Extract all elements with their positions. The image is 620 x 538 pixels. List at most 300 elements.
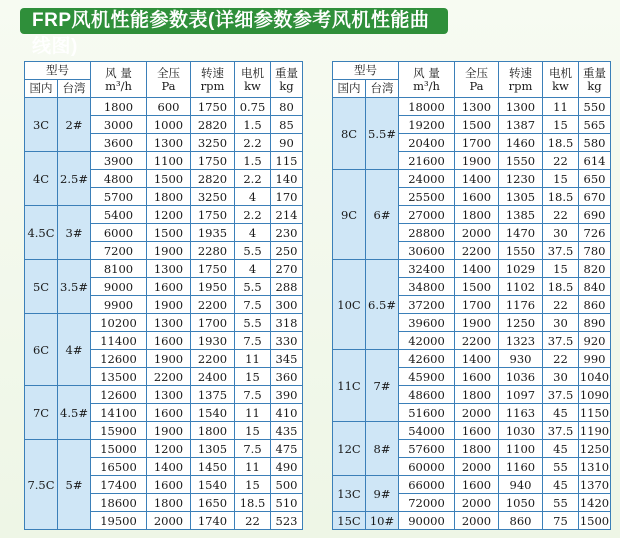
weight-cell: 85 <box>271 116 303 134</box>
airflow-cell: 11400 <box>91 332 147 350</box>
pressure-cell: 1200 <box>147 440 191 458</box>
airflow-cell: 42000 <box>399 332 455 350</box>
table-row <box>333 512 611 530</box>
table-row <box>333 476 611 494</box>
pressure-cell: 1400 <box>147 458 191 476</box>
weight-cell: 170 <box>271 188 303 206</box>
model-taiwan-cell: 10# <box>366 512 399 530</box>
airflow-cell: 60000 <box>399 458 455 476</box>
speed-cell: 1387 <box>499 116 543 134</box>
model-taiwan-cell: 5# <box>58 440 91 530</box>
speed-cell: 1550 <box>499 242 543 260</box>
speed-cell: 2400 <box>191 368 235 386</box>
motor-cell: 75 <box>543 512 579 530</box>
weight-cell: 500 <box>271 476 303 494</box>
pressure-cell: 1600 <box>147 278 191 296</box>
speed-cell: 1460 <box>499 134 543 152</box>
motor-cell: 4 <box>235 188 271 206</box>
table-row <box>25 386 303 404</box>
motor-cell: 15 <box>543 260 579 278</box>
model-taiwan-cell: 2.5# <box>58 152 91 206</box>
motor-cell: 18.5 <box>235 494 271 512</box>
airflow-cell: 17400 <box>91 476 147 494</box>
airflow-cell: 12600 <box>91 386 147 404</box>
airflow-cell: 54000 <box>399 422 455 440</box>
speed-cell: 1100 <box>499 440 543 458</box>
airflow-cell: 3000 <box>91 116 147 134</box>
weight-cell: 614 <box>579 152 611 170</box>
pressure-cell: 1400 <box>455 260 499 278</box>
header-speed: 转速 rpm <box>191 62 235 98</box>
model-domestic-cell: 5C <box>25 260 58 314</box>
pressure-cell: 1800 <box>147 188 191 206</box>
speed-cell: 1230 <box>499 170 543 188</box>
table-row <box>333 98 611 116</box>
weight-cell: 490 <box>271 458 303 476</box>
weight-cell: 820 <box>579 260 611 278</box>
weight-cell: 250 <box>271 242 303 260</box>
speed-cell: 1450 <box>191 458 235 476</box>
airflow-cell: 6000 <box>91 224 147 242</box>
motor-cell: 15 <box>235 476 271 494</box>
speed-cell: 1300 <box>499 98 543 116</box>
motor-cell: 22 <box>543 152 579 170</box>
pressure-cell: 2000 <box>455 458 499 476</box>
header-domestic: 国内 <box>25 80 58 98</box>
airflow-cell: 1800 <box>91 98 147 116</box>
motor-cell: 7.5 <box>235 440 271 458</box>
weight-cell: 90 <box>271 134 303 152</box>
speed-cell: 1097 <box>499 386 543 404</box>
motor-cell: 37.5 <box>543 332 579 350</box>
weight-cell: 1420 <box>579 495 610 510</box>
airflow-cell: 66000 <box>399 476 455 494</box>
weight-cell: 890 <box>579 314 611 332</box>
speed-cell: 1470 <box>499 224 543 242</box>
speed-cell: 1935 <box>191 224 235 242</box>
weight-cell: 475 <box>271 440 303 458</box>
pressure-cell: 1700 <box>455 134 499 152</box>
fan-spec-table-left <box>24 61 303 530</box>
motor-cell: 18.5 <box>543 188 579 206</box>
speed-cell: 1250 <box>499 314 543 332</box>
pressure-cell: 1900 <box>147 242 191 260</box>
speed-cell: 1550 <box>499 152 543 170</box>
pressure-cell: 1800 <box>455 440 499 458</box>
header-taiwan: 台湾 <box>58 80 91 98</box>
pressure-cell: 1600 <box>455 422 499 440</box>
model-taiwan-cell: 9# <box>366 476 399 512</box>
airflow-cell: 15900 <box>91 422 147 440</box>
pressure-cell: 1300 <box>147 134 191 152</box>
model-taiwan-cell: 4# <box>58 314 91 386</box>
pressure-cell: 1300 <box>147 260 191 278</box>
airflow-cell: 16500 <box>91 458 147 476</box>
pressure-cell: 1600 <box>147 404 191 422</box>
motor-cell: 15 <box>543 170 579 188</box>
header-speed: 转速 rpm <box>499 62 543 98</box>
header-pressure: 全压 Pa <box>147 62 191 98</box>
weight-cell: 345 <box>271 350 303 368</box>
motor-cell: 45 <box>543 440 579 458</box>
pressure-cell: 1600 <box>455 368 499 386</box>
airflow-cell: 14100 <box>91 404 147 422</box>
model-domestic-cell: 4.5C <box>25 206 58 260</box>
pressure-cell: 1300 <box>455 98 499 116</box>
airflow-cell: 4800 <box>91 170 147 188</box>
motor-cell: 22 <box>543 350 579 368</box>
weight-cell: 80 <box>271 98 303 116</box>
weight-cell: 523 <box>271 512 303 530</box>
motor-cell: 2.2 <box>235 134 271 152</box>
speed-cell: 2820 <box>191 170 235 188</box>
weight-cell: 1040 <box>579 369 610 384</box>
pressure-cell: 2200 <box>147 368 191 386</box>
pressure-cell: 1800 <box>455 386 499 404</box>
speed-cell: 1305 <box>499 188 543 206</box>
airflow-cell: 5400 <box>91 206 147 224</box>
pressure-cell: 1400 <box>455 170 499 188</box>
model-domestic-cell: 3C <box>25 98 58 152</box>
motor-cell: 4 <box>235 224 271 242</box>
airflow-cell: 5700 <box>91 188 147 206</box>
model-domestic-cell: 6C <box>25 314 58 386</box>
weight-cell: 1310 <box>579 459 610 474</box>
speed-cell: 860 <box>499 512 543 530</box>
table-row <box>333 170 611 188</box>
airflow-cell: 7200 <box>91 242 147 260</box>
weight-cell: 1370 <box>579 477 610 492</box>
motor-cell: 5.5 <box>235 278 271 296</box>
model-taiwan-cell: 6.5# <box>366 260 399 350</box>
motor-cell: 15 <box>235 422 271 440</box>
motor-cell: 22 <box>235 512 271 530</box>
motor-cell: 7.5 <box>235 332 271 350</box>
header-pressure: 全压 Pa <box>455 62 499 98</box>
model-domestic-cell: 7C <box>25 386 58 440</box>
motor-cell: 55 <box>543 458 579 476</box>
weight-cell: 920 <box>579 332 611 350</box>
model-domestic-cell: 13C <box>333 476 366 512</box>
table-row <box>333 260 611 278</box>
pressure-cell: 1400 <box>455 350 499 368</box>
weight-cell: 860 <box>579 296 611 314</box>
table-row <box>25 152 303 170</box>
header-weight: 重量 kg <box>579 62 611 98</box>
airflow-cell: 21600 <box>399 152 455 170</box>
motor-cell: 7.5 <box>235 296 271 314</box>
header-motor: 电机 kw <box>235 62 271 98</box>
model-taiwan-cell: 7# <box>366 350 399 422</box>
airflow-cell: 24000 <box>399 170 455 188</box>
speed-cell: 3250 <box>191 188 235 206</box>
airflow-cell: 10200 <box>91 314 147 332</box>
weight-cell: 214 <box>271 206 303 224</box>
weight-cell: 410 <box>271 404 303 422</box>
header-taiwan: 台湾 <box>366 80 399 98</box>
speed-cell: 1540 <box>191 404 235 422</box>
weight-cell: 580 <box>579 134 611 152</box>
weight-cell: 726 <box>579 224 611 242</box>
motor-cell: 22 <box>543 296 579 314</box>
pressure-cell: 2000 <box>455 494 499 512</box>
model-taiwan-cell: 4.5# <box>58 386 91 440</box>
weight-cell: 390 <box>271 386 303 404</box>
header-airflow: 风 量 m³/h <box>91 62 147 98</box>
speed-cell: 2200 <box>191 350 235 368</box>
motor-cell: 37.5 <box>543 386 579 404</box>
motor-cell: 0.75 <box>235 98 271 116</box>
motor-cell: 37.5 <box>543 242 579 260</box>
model-taiwan-cell: 5.5# <box>366 98 399 170</box>
weight-cell: 690 <box>579 206 611 224</box>
header-model: 型号 <box>25 62 91 80</box>
weight-cell: 1090 <box>579 387 610 402</box>
table-row <box>333 422 611 440</box>
speed-cell: 1102 <box>499 278 543 296</box>
motor-cell: 2.2 <box>235 170 271 188</box>
airflow-cell: 48600 <box>399 386 455 404</box>
speed-cell: 1036 <box>499 368 543 386</box>
motor-cell: 18.5 <box>543 278 579 296</box>
model-domestic-cell: 9C <box>333 170 366 260</box>
motor-cell: 1.5 <box>235 152 271 170</box>
motor-cell: 11 <box>235 458 271 476</box>
weight-cell: 670 <box>579 188 611 206</box>
pressure-cell: 2200 <box>455 332 499 350</box>
airflow-cell: 15000 <box>91 440 147 458</box>
speed-cell: 1750 <box>191 98 235 116</box>
speed-cell: 2820 <box>191 116 235 134</box>
weight-cell: 270 <box>271 260 303 278</box>
header-motor: 电机 kw <box>543 62 579 98</box>
model-taiwan-cell: 3.5# <box>58 260 91 314</box>
airflow-cell: 28800 <box>399 224 455 242</box>
weight-cell: 230 <box>271 224 303 242</box>
pressure-cell: 1800 <box>147 494 191 512</box>
weight-cell: 288 <box>271 278 303 296</box>
weight-cell: 1150 <box>579 405 610 420</box>
weight-cell: 1250 <box>579 441 610 456</box>
speed-cell: 1750 <box>191 152 235 170</box>
speed-cell: 930 <box>499 350 543 368</box>
pressure-cell: 1600 <box>147 476 191 494</box>
weight-cell: 550 <box>579 98 611 116</box>
model-domestic-cell: 4C <box>25 152 58 206</box>
model-domestic-cell: 10C <box>333 260 366 350</box>
weight-cell: 1500 <box>579 513 610 528</box>
pressure-cell: 1500 <box>455 116 499 134</box>
speed-cell: 1050 <box>499 494 543 512</box>
weight-cell: 115 <box>271 152 303 170</box>
pressure-cell: 1200 <box>147 206 191 224</box>
speed-cell: 1800 <box>191 422 235 440</box>
pressure-cell: 1100 <box>147 152 191 170</box>
airflow-cell: 37200 <box>399 296 455 314</box>
airflow-cell: 19500 <box>91 512 147 530</box>
airflow-cell: 57600 <box>399 440 455 458</box>
speed-cell: 1305 <box>191 440 235 458</box>
airflow-cell: 13500 <box>91 368 147 386</box>
speed-cell: 2280 <box>191 242 235 260</box>
airflow-cell: 27000 <box>399 206 455 224</box>
motor-cell: 15 <box>543 116 579 134</box>
motor-cell: 5.5 <box>235 314 271 332</box>
table-row <box>25 440 303 458</box>
header-domestic: 国内 <box>333 80 366 98</box>
speed-cell: 1930 <box>191 332 235 350</box>
table-row <box>25 206 303 224</box>
pressure-cell: 1300 <box>147 386 191 404</box>
airflow-cell: 72000 <box>399 494 455 512</box>
speed-cell: 2200 <box>191 296 235 314</box>
model-domestic-cell: 11C <box>333 350 366 422</box>
motor-cell: 11 <box>235 350 271 368</box>
motor-cell: 7.5 <box>235 386 271 404</box>
pressure-cell: 1300 <box>147 314 191 332</box>
airflow-cell: 42600 <box>399 350 455 368</box>
airflow-cell: 25500 <box>399 188 455 206</box>
weight-cell: 510 <box>271 494 303 512</box>
pressure-cell: 1700 <box>455 296 499 314</box>
weight-cell: 1190 <box>579 423 610 438</box>
motor-cell: 2.2 <box>235 206 271 224</box>
weight-cell: 330 <box>271 332 303 350</box>
motor-cell: 22 <box>543 206 579 224</box>
fan-spec-table-right <box>332 61 611 530</box>
airflow-cell: 90000 <box>399 512 455 530</box>
weight-cell: 360 <box>271 368 303 386</box>
weight-cell: 300 <box>271 296 303 314</box>
speed-cell: 1650 <box>191 494 235 512</box>
page-title: FRP风机性能参数表(详细参数参考风机性能曲线图) <box>20 8 448 34</box>
header-weight: 重量 kg <box>271 62 303 98</box>
speed-cell: 1323 <box>499 332 543 350</box>
table-row <box>25 98 303 116</box>
airflow-cell: 3900 <box>91 152 147 170</box>
speed-cell: 1750 <box>191 206 235 224</box>
weight-cell: 650 <box>579 170 611 188</box>
motor-cell: 11 <box>235 404 271 422</box>
pressure-cell: 1900 <box>147 350 191 368</box>
pressure-cell: 2000 <box>455 404 499 422</box>
model-taiwan-cell: 6# <box>366 170 399 260</box>
model-taiwan-cell: 3# <box>58 206 91 260</box>
weight-cell: 140 <box>271 170 303 188</box>
speed-cell: 1740 <box>191 512 235 530</box>
pressure-cell: 600 <box>147 98 191 116</box>
airflow-cell: 30600 <box>399 242 455 260</box>
airflow-cell: 12600 <box>91 350 147 368</box>
airflow-cell: 3600 <box>91 134 147 152</box>
motor-cell: 5.5 <box>235 242 271 260</box>
model-domestic-cell: 7.5C <box>25 440 58 530</box>
motor-cell: 37.5 <box>543 422 579 440</box>
weight-cell: 435 <box>271 422 303 440</box>
airflow-cell: 45900 <box>399 368 455 386</box>
pressure-cell: 1500 <box>147 170 191 188</box>
pressure-cell: 1000 <box>147 116 191 134</box>
speed-cell: 1950 <box>191 278 235 296</box>
header-airflow: 风 量 m³/h <box>399 62 455 98</box>
weight-cell: 565 <box>579 116 611 134</box>
motor-cell: 1.5 <box>235 116 271 134</box>
pressure-cell: 1800 <box>455 206 499 224</box>
pressure-cell: 1600 <box>455 188 499 206</box>
pressure-cell: 1900 <box>455 314 499 332</box>
speed-cell: 1750 <box>191 260 235 278</box>
header-model: 型号 <box>333 62 399 80</box>
motor-cell: 55 <box>543 494 579 512</box>
motor-cell: 30 <box>543 314 579 332</box>
model-domestic-cell: 15C <box>333 512 366 530</box>
speed-cell: 1385 <box>499 206 543 224</box>
speed-cell: 3250 <box>191 134 235 152</box>
pressure-cell: 1900 <box>455 152 499 170</box>
speed-cell: 1540 <box>191 476 235 494</box>
pressure-cell: 2000 <box>455 512 499 530</box>
airflow-cell: 19200 <box>399 116 455 134</box>
airflow-cell: 9000 <box>91 278 147 296</box>
table-row <box>25 314 303 332</box>
airflow-cell: 20400 <box>399 134 455 152</box>
motor-cell: 30 <box>543 368 579 386</box>
motor-cell: 18.5 <box>543 134 579 152</box>
weight-cell: 780 <box>579 242 611 260</box>
motor-cell: 15 <box>235 368 271 386</box>
speed-cell: 1029 <box>499 260 543 278</box>
pressure-cell: 1900 <box>147 296 191 314</box>
pressure-cell: 1600 <box>455 476 499 494</box>
pressure-cell: 2200 <box>455 242 499 260</box>
pressure-cell: 1900 <box>147 422 191 440</box>
pressure-cell: 1500 <box>147 224 191 242</box>
model-domestic-cell: 12C <box>333 422 366 476</box>
speed-cell: 940 <box>499 476 543 494</box>
pressure-cell: 2000 <box>147 512 191 530</box>
airflow-cell: 34800 <box>399 278 455 296</box>
airflow-cell: 39600 <box>399 314 455 332</box>
motor-cell: 4 <box>235 260 271 278</box>
model-taiwan-cell: 8# <box>366 422 399 476</box>
pressure-cell: 1600 <box>147 332 191 350</box>
weight-cell: 840 <box>579 278 611 296</box>
pressure-cell: 2000 <box>455 224 499 242</box>
speed-cell: 1163 <box>499 404 543 422</box>
airflow-cell: 32400 <box>399 260 455 278</box>
airflow-cell: 18600 <box>91 494 147 512</box>
motor-cell: 11 <box>543 98 579 116</box>
airflow-cell: 8100 <box>91 260 147 278</box>
weight-cell: 318 <box>271 314 303 332</box>
table-row <box>25 260 303 278</box>
speed-cell: 1700 <box>191 314 235 332</box>
table-row <box>333 350 611 368</box>
motor-cell: 30 <box>543 224 579 242</box>
speed-cell: 1030 <box>499 422 543 440</box>
airflow-cell: 9900 <box>91 296 147 314</box>
airflow-cell: 18000 <box>399 98 455 116</box>
motor-cell: 45 <box>543 404 579 422</box>
speed-cell: 1176 <box>499 296 543 314</box>
model-taiwan-cell: 2# <box>58 98 91 152</box>
pressure-cell: 1500 <box>455 278 499 296</box>
speed-cell: 1375 <box>191 386 235 404</box>
model-domestic-cell: 8C <box>333 98 366 170</box>
speed-cell: 1160 <box>499 458 543 476</box>
motor-cell: 45 <box>543 476 579 494</box>
airflow-cell: 51600 <box>399 404 455 422</box>
